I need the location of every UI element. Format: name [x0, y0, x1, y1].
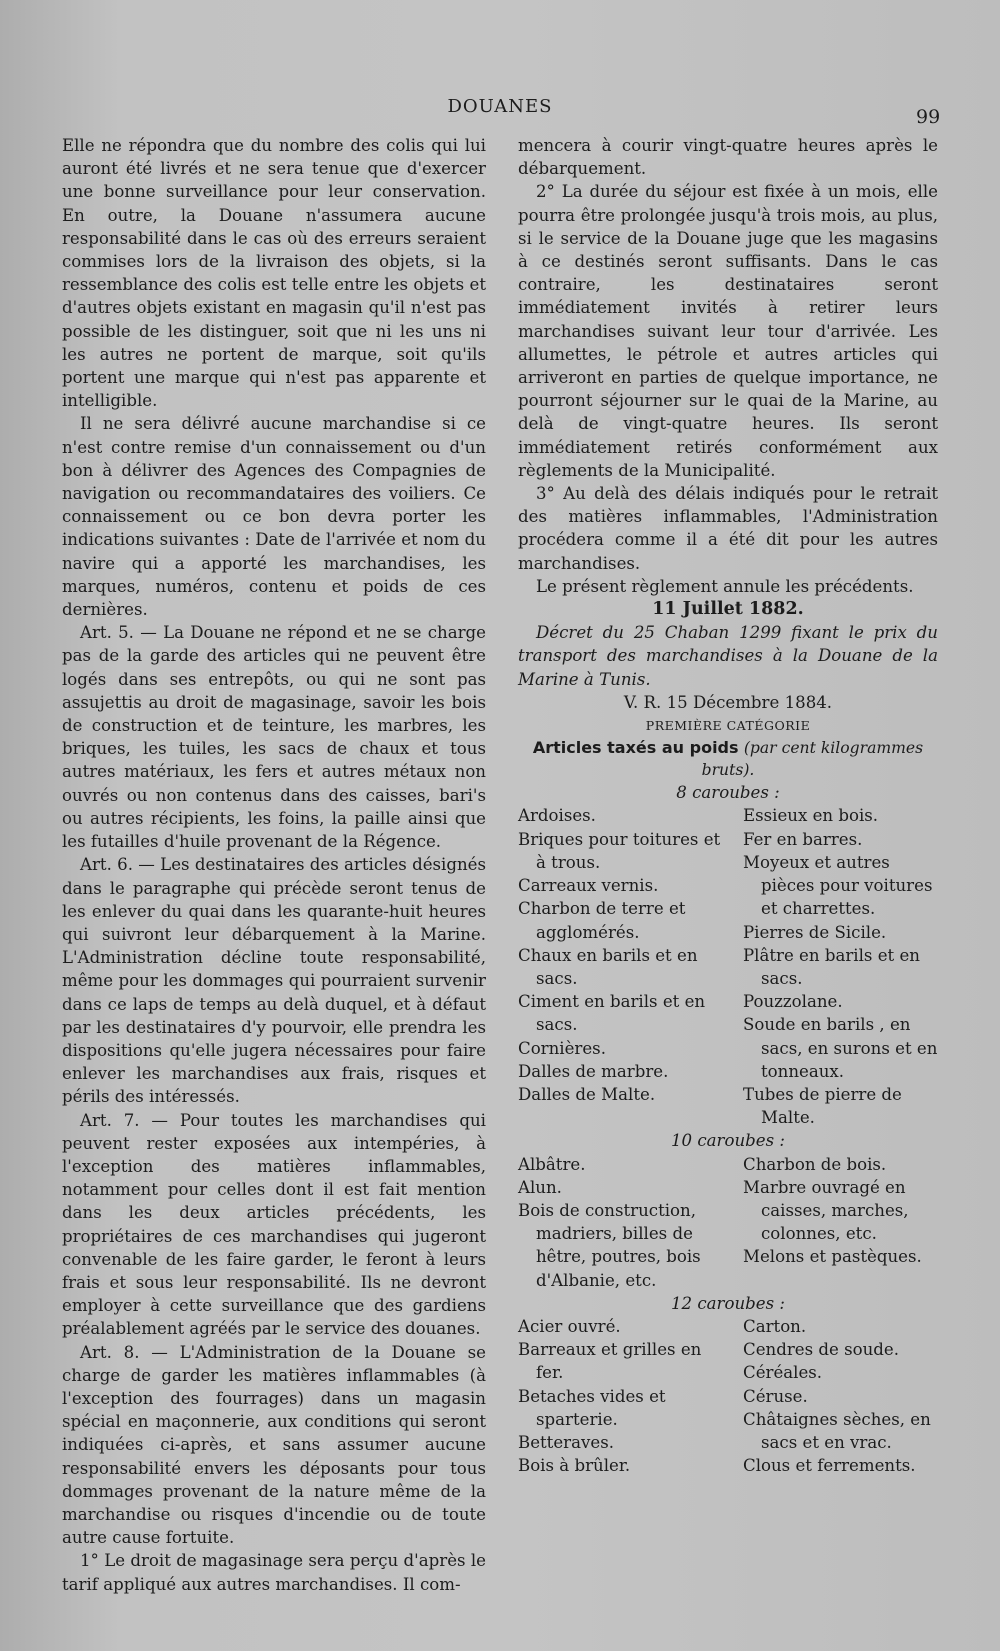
list-item: Marbre ouvragé en caisses, marches, colonnes, etc. [743, 1177, 909, 1244]
section-title: Articles taxés au poids [532, 738, 739, 758]
list-item: Tubes de pierre de Malte. [743, 1084, 902, 1128]
date-heading: 11 Juillet 1882. [652, 599, 804, 620]
rate-group-items [518, 1153, 938, 1292]
list-item: Acier ouvré. [518, 1316, 621, 1336]
article-5: Art. 5. — La Douane ne répond et ne se charge pas de la garde des articles qui ne peuvent être logés dans ses entrepôts, ou qui ne sont pas assujettis au droit de magasinage, savoir les bois de construction et de teinture, les marbres, les briques, les tuiles, les sacs de chaux et tous autres matériaux, les fers et autres métaux non ouvrés ou non contenus dans des caisses, bari's ou autres récipients, les foins, la paille ainsi que les futailles d'huile provenant de la Régence. [62, 623, 486, 852]
list-item: Dalles de Malte. [518, 1084, 656, 1104]
list-item: Pouzzolane. [743, 992, 843, 1012]
list-item: Betteraves. [518, 1432, 614, 1452]
page-number: 99 [916, 106, 941, 128]
item-column [518, 1153, 733, 1292]
list-item: Charbon de terre et agglomérés. [518, 899, 686, 942]
list-item: Briques pour toitures et à trous. [518, 829, 721, 872]
list-item: Albâtre. [518, 1154, 586, 1174]
article-8: Art. 8. — L'Administration de la Douane se charge de garder les matières inflammables (à l'exception des fourrages) dans un magasin spécial en maçonnerie, aux conditions qui seront indiquées ci-après, et sans assumer aucune responsabilité envers les déposants pour tous dommages provenant de la nature même de la marchandise ou risques d'incendie ou de toute autre cause fortuite. [62, 1342, 486, 1548]
list-item: Cornières. [518, 1038, 606, 1058]
item-column [518, 804, 733, 1129]
rate-group-heading: 10 caroubes : [670, 1131, 785, 1151]
list-item: Moyeux et autres pièces pour voitures et charrettes. [743, 852, 933, 919]
rate-groups [518, 781, 938, 1477]
list-item: Bois de construction, madriers, billes de hêtre, poutres, bois d'Albanie, etc. [518, 1200, 701, 1290]
list-item: Fer en barres. [743, 829, 863, 849]
article-7: Art. 7. — Pour toutes les marchandises qui peuvent rester exposées aux intempéries, à l'exception des matières inflammables, notamment pour celles dont il est fait mention dans les deux articles précédents, les propriétaires de ces marchandises qui jugeront convenable de les faire garder, le feront à leurs frais et sous leur responsabilité. Ils ne devront employer à cette surveillance que des gardiens préalablement agréés par le service des douanes. [62, 1110, 486, 1339]
rate-group-heading: 8 caroubes : [676, 783, 780, 803]
list-item: Soude en barils , en sacs, en surons et en tonneaux. [743, 1015, 938, 1081]
paragraph: 3° Au delà des délais indiqués pour le retrait des matières inflammables, l'Administration procédera comme il a été dit pour les autres marchandises. [518, 484, 938, 573]
rate-group-items [518, 804, 938, 1129]
article-6: Art. 6. — Les destinataires des articles désignés dans le paragraphe qui précède seront tenus de les enlever du quai dans les quarante-huit heures qui suivront leur débarquement à la Marine. L'Administration décline toute responsabilité, même pour les dommages qui pourraient survenir dans ce laps de temps au delà duquel, et à défaut par les destinataires d'y pourvoir, elle prendra les dispositions qu'elle jugera nécessaires pour faire enlever les marchandises aux frais, risques et périls des intéressés. [62, 855, 486, 1107]
item-column [743, 804, 938, 1129]
list-item: Clous et ferrements. [743, 1456, 916, 1476]
item-column [743, 1153, 938, 1292]
list-item: Dalles de marbre. [518, 1061, 669, 1081]
list-item: Céréales. [743, 1363, 823, 1383]
list-item: Chaux en barils et en sacs. [518, 945, 698, 988]
paragraph: 1° Le droit de magasinage sera perçu d'après le tarif appliqué aux autres marchandises. Il com- [62, 1551, 486, 1594]
list-item: Charbon de bois. [743, 1154, 887, 1174]
list-item: Barreaux et grilles en fer. [518, 1340, 702, 1383]
rate-group-items [518, 1315, 938, 1477]
paragraph: mencera à courir vingt-quatre heures après le débarquement. [518, 136, 938, 179]
paragraph: 2° La durée du séjour est fixée à un mois, elle pourra être prolongée jusqu'à trois mois, au plus, si le service de la Douane juge que les magasins à ce destinés seront suffisants. Dans le cas contraire, les destinataires seront immédiatement invités à retirer leurs marchandises suivant leur tour d'arrivée. Les allumettes, le pétrole et autres articles qui arriveront en parties de quelque importance, ne pourront séjourner sur le quai de la Marine, au delà de vingt-quatre heures. Ils seront immédiatement retirés conformément aux règlements de la Municipalité. [518, 182, 938, 480]
list-item: Carton. [743, 1316, 807, 1336]
decree-title: Décret du 25 Chaban 1299 fixant le prix du transport des marchandises à la Douane de la Marine à Tunis. [518, 623, 938, 689]
item-column [743, 1315, 938, 1477]
list-item: Essieux en bois. [743, 806, 879, 826]
section-heading [518, 737, 938, 781]
reference: V. R. 15 Décembre 1884. [623, 692, 833, 712]
list-item: Châtaignes sèches, en sacs et en vrac. [743, 1409, 931, 1452]
rate-group-heading: 12 caroubes : [670, 1293, 785, 1313]
list-item: Melons et pastèques. [743, 1247, 922, 1267]
item-column [518, 1315, 733, 1477]
left-column [62, 134, 486, 1596]
list-item: Betaches vides et sparterie. [518, 1386, 666, 1429]
list-item: Cendres de soude. [743, 1340, 899, 1360]
paragraph: Le présent règlement annule les précédents. [536, 576, 914, 596]
list-item: Plâtre en barils et en sacs. [743, 945, 920, 988]
list-item: Ardoises. [518, 806, 596, 826]
list-item: Bois à brûler. [518, 1456, 631, 1476]
right-column [518, 134, 938, 1477]
list-item: Pierres de Sicile. [743, 922, 887, 942]
running-title: DOUANES [447, 96, 553, 117]
list-item: Alun. [518, 1177, 562, 1197]
category-heading: PREMIÈRE CATÉGORIE [645, 718, 811, 734]
list-item: Carreaux vernis. [518, 876, 659, 896]
list-item: Céruse. [743, 1386, 808, 1406]
list-item: Ciment en barils et en sacs. [518, 992, 706, 1035]
paragraph: Elle ne répondra que du nombre des colis qui lui auront été livrés et ne sera tenue que d'exercer une bonne surveillance pour leur conservation. En outre, la Douane n'assumera aucune responsabilité dans le cas où des erreurs seraient commises lors de la livraison des objets, si la ressemblance des colis est telle entre les objets et d'autres objets existant en magasin qu'il n'est pas possible de les distinguer, soit que ni les uns ni les autres ne portent de marque, soit qu'ils portent une marque qui n'est pas apparente et intelligible. [62, 136, 486, 411]
paragraph: Il ne sera délivré aucune marchandise si ce n'est contre remise d'un connaissement ou d'un bon à délivrer des Agences des Compagnies de navigation ou recommandataires des voiliers. Ce connaissement ou ce bon devra porter les indications suivantes : Date de l'arrivée et nom du navire qui a apporté les marchandises, les marques, numéros, contenu et poids de ces dernières. [62, 414, 486, 620]
section-subtitle: (par cent kilogrammes bruts). [701, 739, 924, 780]
